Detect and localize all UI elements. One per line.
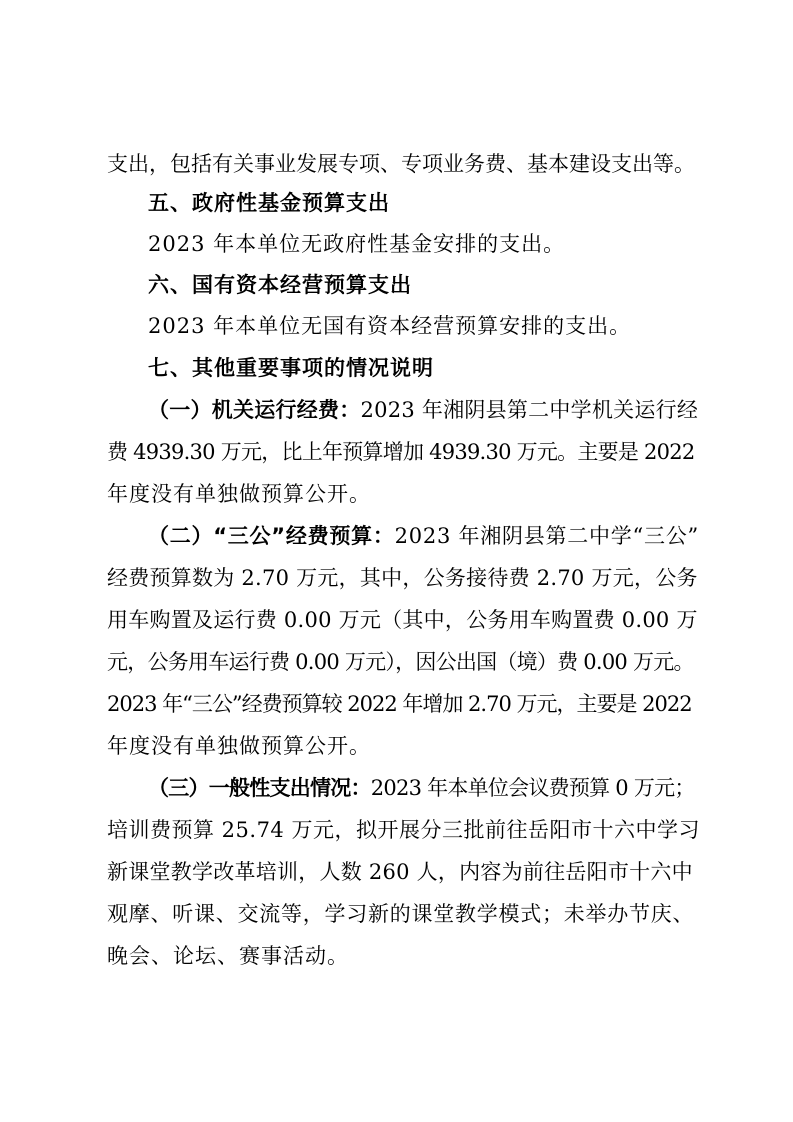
subsection-label-3: （三）一般性支出情况： xyxy=(148,776,371,800)
paragraph-line-4 xyxy=(148,396,698,424)
section-heading-6: 六、国有资本经营预算支出 xyxy=(148,273,412,297)
section-heading-5: 五、政府性基金预算支出 xyxy=(148,191,390,215)
paragraph-line-5: 费 4939.30 万元，比上年预算增加 4939.30 万元。主要是 2022 xyxy=(107,440,695,464)
paragraph-line-7 xyxy=(148,522,699,550)
paragraph-line-15: 新课堂教学改革培训，人数 260 人，内容为前往岳阳市十六中 xyxy=(107,860,693,884)
subsection-label-1: （一）机关运行经费： xyxy=(148,398,361,422)
subsection-text-2: 2023 年湘阴县第二中学“三公” xyxy=(394,524,699,548)
paragraph-line-16: 观摩、听课、交流等，学习新的课堂教学模式；未举办节庆、 xyxy=(107,902,695,926)
subsection-label-2: （二）“三公”经费预算： xyxy=(148,524,395,548)
paragraph-line-8: 经费预算数为 2.70 万元，其中，公务接待费 2.70 万元，公务 xyxy=(107,566,698,590)
paragraph-line-13 xyxy=(148,774,695,802)
paragraph-line-11: 2023 年“三公”经费预算较 2022 年增加 2.70 万元，主要是 2022 xyxy=(107,692,692,716)
paragraph-line-6: 年度没有单独做预算公开。 xyxy=(107,482,371,506)
subsection-text-3: 2023 年本单位会议费预算 0 万元； xyxy=(370,776,695,800)
subsection-text-1: 2023 年湘阴县第二中学机关运行经 xyxy=(360,398,699,422)
paragraph-line-17: 晚会、论坛、赛事活动。 xyxy=(107,944,349,968)
paragraph-line-3: 2023 年本单位无国有资本经营预算安排的支出。 xyxy=(148,314,632,338)
paragraph-line-10: 元，公务用车运行费 0.00 万元），因公出国（境）费 0.00 万元。 xyxy=(107,650,694,674)
paragraph-line-2: 2023 年本单位无政府性基金安排的支出。 xyxy=(148,232,566,256)
paragraph-line-9: 用车购置及运行费 0.00 万元（其中，公务用车购置费 0.00 万 xyxy=(107,608,698,632)
section-heading-7: 七、其他重要事项的情况说明 xyxy=(148,356,434,380)
paragraph-line-1: 支出，包括有关事业发展专项、专项业务费、基本建设支出等。 xyxy=(107,152,695,176)
paragraph-line-12: 年度没有单独做预算公开。 xyxy=(107,734,371,758)
paragraph-line-14: 培训费预算 25.74 万元，拟开展分三批前往岳阳市十六中学习 xyxy=(107,818,700,842)
